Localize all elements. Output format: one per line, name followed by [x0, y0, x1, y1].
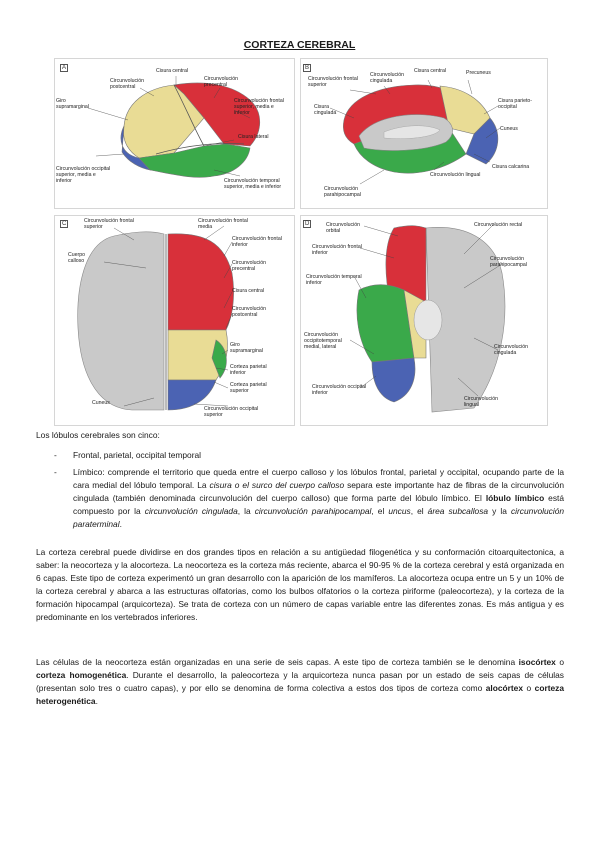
label-d-circ-frontal-inferior: Circunvolución frontal inferior: [312, 244, 362, 256]
panel-b-medial-brain: [343, 85, 498, 173]
label-b-circ-frontal-superior: Circunvolución frontal superior: [308, 76, 358, 88]
label-b-cuneus: Cuneus: [500, 126, 518, 132]
label-d-circ-orbital: Circunvolución orbital: [326, 222, 361, 234]
italic-term: área subcallosa: [427, 506, 489, 516]
label-d-circ-occipitotemporal: Circunvolución occipitotemporal medial, lateral: [304, 332, 342, 350]
label-a-circ-frontal: Circunvolución frontal superior, media e inferior: [234, 98, 284, 116]
italic-term: circunvolución parahipocampal: [254, 506, 372, 516]
bold-term: alocórtex: [485, 683, 523, 693]
italic-term: uncus: [388, 506, 411, 516]
bold-term: lóbulo límbico: [485, 493, 545, 503]
panel-tag-a: A: [62, 65, 67, 71]
label-b-cisura-parieto: Cisura parieto-occipital: [498, 98, 533, 110]
label-b-circ-parahipocampal: Circunvolución parahipocampal: [324, 186, 361, 198]
label-d-circ-temporal-inferior: Circunvolución temporal inferior: [306, 274, 362, 286]
label-a-circ-temporal: Circunvolución temporal superior, media e inferior: [224, 178, 282, 190]
brain-illustrations: [54, 58, 548, 426]
panel-tag-c: C: [62, 221, 67, 227]
panel-tag-d: D: [305, 221, 310, 227]
label-c-circ-frontal-inferior: Circunvolución frontal inferior: [232, 236, 282, 248]
label-b-circ-lingual: Circunvolución lingual: [430, 172, 481, 178]
label-c-corteza-parietal-superior: Corteza parietal superior: [230, 382, 267, 394]
label-c-circ-frontal-superior: Circunvolución frontal superior: [84, 218, 134, 230]
paragraph-1: La corteza cerebral puede dividirse en dos grandes tipos en relación a su antigüedad filogenética y su conformación citoarquitectonica, a saber: la neocorteza y la alocorteza. La neocorteza es la corteza más reciente, abarca el 90-95 % de la corteza cerebral y está organizada en 6 capas. Este tipo de corteza experimentó un gran desarrollo con la aparición de los mamíferos. La alocorteza ocupa entre un 5 y un 10% de la corteza cerebral y abarca a las estructuras olfatorias, como los bulbos olfatorios o la corteza piriforme (paleocorteza), y la corteza de la formación hipocampal (arquicorteza). Se trata de corteza con un número de capas variable entre las diferentes zonas. Es más antigua y es predominante en los vertebrados inferiores.: [36, 547, 564, 622]
label-b-cisura-cingulada: Cisura cingulada: [314, 104, 337, 116]
label-a-circ-postcentral: Circunvolución postcentral: [110, 78, 145, 90]
label-b-cisura-central: Cisura central: [414, 68, 447, 74]
paragraph-2: Las células de la neocorteza están organizadas en una serie de seis capas. A este tipo de corteza también se le denomina isocórtex o corteza homogenética. Durante el desarrollo, la paleocorteza y la arquicorteza nunca pasan por un estado de seis capas de células (presentan solo tres o cuatro capas), y por ello se denomina de forma colectiva a estos dos tipos de corteza como alocórtex o corteza heterogenética.: [36, 657, 564, 706]
label-a-circ-occipital: Circunvolución occipital superior, media e inferior: [56, 166, 111, 184]
label-b-circ-cingulada: Circunvolución cingulada: [370, 72, 405, 84]
label-c-giro-supramarginal: Giro supramarginal: [230, 342, 263, 354]
label-d-circ-cingulada: Circunvolución cingulada: [494, 344, 529, 356]
label-b-precuneus: Precuneus: [466, 70, 491, 76]
label-a-giro-supramarginal: Giro supramarginal: [56, 98, 89, 110]
bold-term: corteza homogenética: [36, 670, 127, 680]
label-c-corteza-parietal-inferior: Corteza parietal inferior: [230, 364, 267, 376]
label-a-cisura-central: Cisura central: [156, 68, 189, 74]
italic-term: cisura o el surco del cuerpo calloso: [209, 480, 345, 490]
label-c-cisura-central: Cisura central: [232, 288, 265, 294]
label-d-circ-rectal: Circunvolución rectal: [474, 222, 523, 228]
label-b-cisura-calcarina: Cisura calcarina: [492, 164, 530, 170]
label-d-circ-occipital-inferior: Circunvolución occipital inferior: [312, 384, 367, 396]
panel-tag-b: B: [305, 65, 310, 71]
italic-term: circunvolución paraterminal: [73, 506, 565, 529]
intro-text: Los lóbulos cerebrales son cinco:: [36, 430, 160, 440]
label-c-circ-frontal-media: Circunvolución frontal media: [198, 218, 248, 230]
bullet-dash-1: -: [54, 450, 57, 460]
label-a-cisura-lateral: Cisura lateral: [238, 134, 269, 140]
label-a-circ-precentral: Circunvolución precentral: [204, 76, 239, 88]
bullet-dash-2: -: [54, 467, 57, 477]
label-d-circ-parahipocampal: Circunvolución parahipocampal: [490, 256, 527, 268]
italic-term: circunvolución cingulada: [144, 506, 238, 516]
bullet-2-text: Límbico: comprende el territorio que queda entre el cuerpo calloso y los lóbulos frontal, parietal y occipital, ocupando parte de la cara medial del lóbulo temporal. La cisura o el surco del cuerpo calloso separa este importante haz de fibras de la circunvolución cingulada (también denominada circunvolución del cuerpo calloso) que forma parte del lóbulo límbico. El lóbulo límbico está compuesto por la circunvolución cingulada, la circunvolución parahipocampal, el uncus, el área subcallosa y la circunvolución paraterminal.: [73, 467, 565, 529]
label-c-cuneus: Cuneus: [92, 400, 110, 406]
label-c-circ-precentral: Circunvolución precentral: [232, 260, 267, 272]
label-c-circ-postcentral: Circunvolución postcentral: [232, 306, 267, 318]
brain-figure: [54, 58, 548, 426]
label-c-cuerpo-calloso: Cuerpo calloso: [68, 252, 86, 264]
label-c-circ-occipital-superior: Circunvolución occipital superior: [204, 406, 259, 418]
bold-term: corteza heterogenética: [36, 683, 564, 706]
bold-term: isocórtex: [518, 657, 556, 667]
bullet-1-text: Frontal, parietal, occipital temporal: [73, 450, 202, 460]
page-title: CORTEZA CEREBRAL: [243, 39, 356, 51]
label-d-circ-lingual: Circunvolución lingual: [464, 396, 499, 408]
